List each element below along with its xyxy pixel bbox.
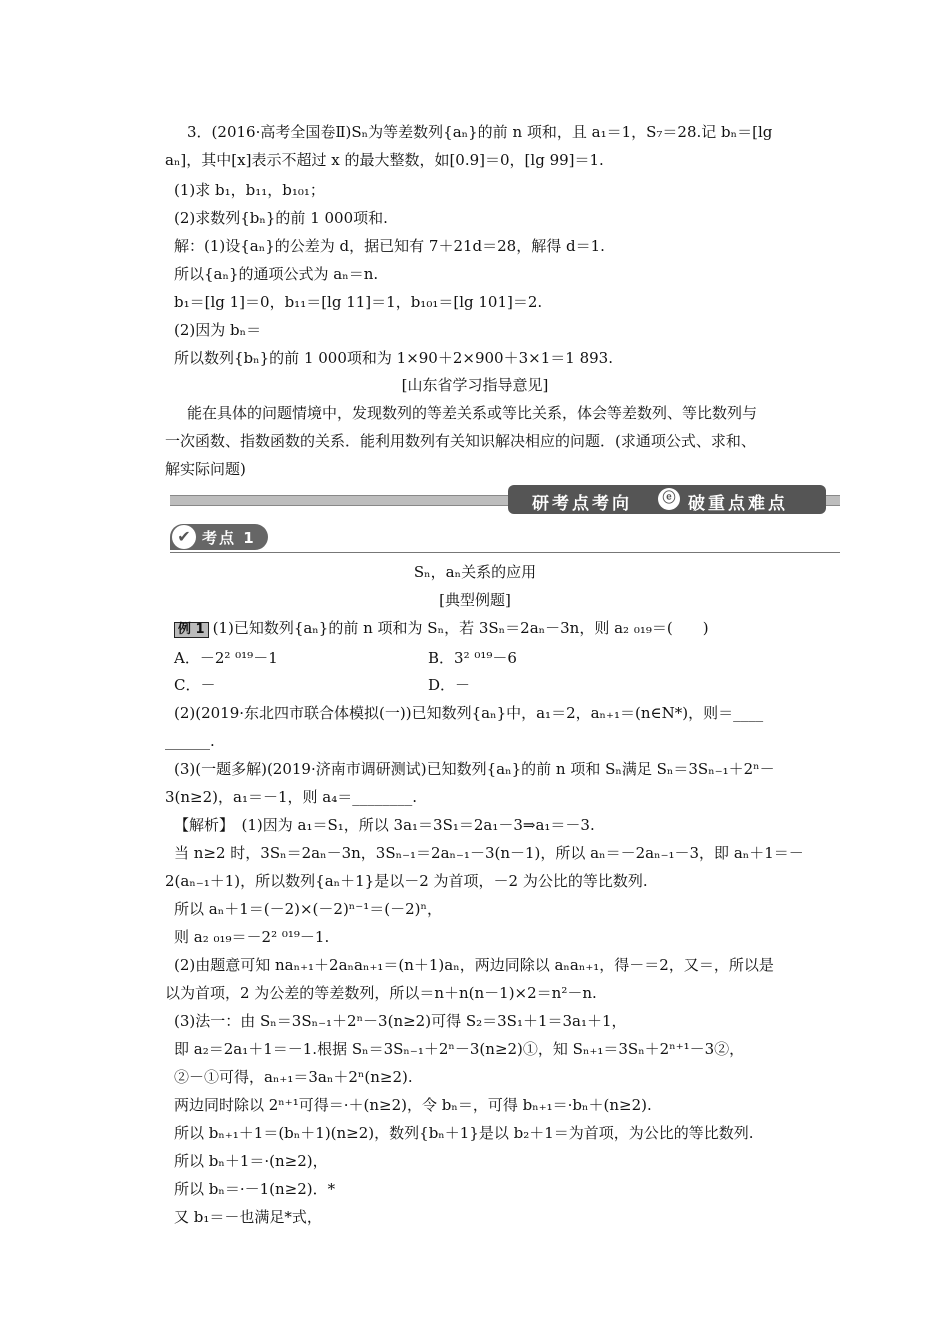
guidance-line: 解实际问题)	[165, 460, 246, 478]
problem-line: (1)求 b₁，b₁₁，b₁₀₁；	[174, 181, 325, 199]
example-heading: [典型例题]	[439, 591, 511, 609]
banner-right-text: 破重点难点	[688, 494, 788, 514]
problem-line: 所以{aₙ}的通项公式为 aₙ＝n.	[174, 265, 379, 283]
kaodian-rule	[170, 552, 840, 553]
solution-line: 所以 bₙ₊₁＋1＝(bₙ＋1)(n≥2)，数列{bₙ＋1}是以 b₂＋1＝为首项，为公比的等比数列.	[174, 1124, 754, 1142]
banner-circle-icon: ⓔ	[658, 488, 680, 510]
topic-title: Sₙ，aₙ关系的应用	[413, 563, 537, 581]
solution-line: 【解析】 (1)因为 a₁＝S₁，所以 3a₁＝3S₁＝2a₁－3⇒a₁＝－3.	[174, 816, 595, 834]
guidance-line: 能在具体的问题情境中，发现数列的等差关系或等比关系，体会等差数列、等比数列与	[187, 404, 758, 422]
example-question-3: (3)(一题多解)(2019·济南市调研测试)已知数列{aₙ}的前 n 项和 Sₙ满足 Sₙ＝3Sₙ₋₁＋2ⁿ－	[174, 760, 775, 778]
example-question-2: (2)(2019·东北四市联合体模拟(一))已知数列{aₙ}中，a₁＝2，aₙ₊₁＝(n∈N*)，则＝____	[174, 704, 764, 722]
example-question-1	[174, 618, 709, 638]
kaodian-tag	[170, 524, 268, 550]
guidance-line: 一次函数、指数函数的关系．能利用数列有关知识解决相应的问题．(求通项公式、求和、	[165, 432, 756, 450]
problem-line: 所以数列{bₙ}的前 1 000项和为 1×90＋2×900＋3×1＝1 893.	[174, 349, 613, 367]
solution-line: (2)由题意可知 naₙ₊₁＋2aₙaₙ₊₁＝(n＋1)aₙ，两边同除以 aₙaₙ₊₁，得－＝2，又＝，所以是	[174, 956, 774, 974]
solution-line: 所以 aₙ＋1＝(－2)×(－2)ⁿ⁻¹＝(－2)ⁿ，	[174, 900, 442, 918]
problem-line: 解：(1)设{aₙ}的公差为 d，据已知有 7＋21d＝28，解得 d＝1.	[174, 237, 605, 255]
banner-pill	[508, 485, 826, 514]
example-question-3-cont: 3(n≥2)，a₁＝－1，则 a₄＝________.	[165, 788, 418, 806]
section-heading: [山东省学习指导意见]	[401, 376, 549, 394]
check-icon: ✔	[172, 525, 196, 549]
kaodian-header	[170, 524, 840, 554]
problem-line: 3．(2016·高考全国卷Ⅱ)Sₙ为等差数列{aₙ}的前 n 项和，且 a₁＝1，S₇＝28.记 bₙ＝[lg	[187, 123, 773, 141]
option-a: A．－2² ⁰¹⁹－1	[174, 649, 278, 667]
solution-line: 以为首项，2 为公差的等差数列，所以＝n＋n(n－1)×2＝n²－n.	[165, 984, 597, 1002]
solution-line: 又 b₁＝－也满足*式，	[174, 1208, 322, 1226]
problem-line: (2)求数列{bₙ}的前 1 000项和.	[174, 209, 388, 227]
example-question-2-cont: ______.	[165, 732, 215, 750]
option-c: C．－	[174, 676, 216, 694]
solution-line: 两边同时除以 2ⁿ⁺¹可得＝·＋(n≥2)，令 bₙ＝，可得 bₙ₊₁＝·bₙ＋(n≥2).	[174, 1096, 652, 1114]
example-q1-text: (1)已知数列{aₙ}的前 n 项和为 Sₙ，若 3Sₙ＝2aₙ－3n，则 a₂ ₀₁₉＝( )	[212, 619, 709, 637]
solution-line: ②－①可得，aₙ₊₁＝3aₙ＋2ⁿ(n≥2).	[174, 1068, 413, 1086]
kaodian-label: 考点 1	[202, 529, 256, 547]
solution-line: 当 n≥2 时，3Sₙ＝2aₙ－3n，3Sₙ₋₁＝2aₙ₋₁－3(n－1)，所以 aₙ＝－2aₙ₋₁－3，即 aₙ＋1＝－	[174, 844, 804, 862]
solution-line: 所以 bₙ＝·－1(n≥2)．*	[174, 1180, 336, 1198]
problem-line: (2)因为 bₙ＝	[174, 321, 262, 339]
problem-line: b₁＝[lg 1]＝0，b₁₁＝[lg 11]＝1，b₁₀₁＝[lg 101]＝2.	[174, 293, 543, 311]
section-banner	[170, 485, 840, 515]
solution-line: 所以 bₙ＋1＝·(n≥2)，	[174, 1152, 328, 1170]
example-tag: 例 1	[174, 622, 209, 638]
solution-line: (3)法一：由 Sₙ＝3Sₙ₋₁＋2ⁿ－3(n≥2)可得 S₂＝3S₁＋1＝3a₁＋1，	[174, 1012, 627, 1030]
solution-line: 则 a₂ ₀₁₉＝－2² ⁰¹⁹－1.	[174, 928, 330, 946]
solution-line: 2(aₙ₋₁＋1)，所以数列{aₙ＋1}是以－2 为首项，－2 为公比的等比数列.	[165, 872, 648, 890]
option-b: B．3² ⁰¹⁹－6	[428, 649, 517, 667]
solution-line: 即 a₂＝2a₁＋1＝－1.根据 Sₙ＝3Sₙ₋₁＋2ⁿ－3(n≥2)①，知 Sₙ₊₁＝3Sₙ＋2ⁿ⁺¹－3②，	[174, 1040, 745, 1058]
option-d: D．－	[428, 676, 471, 694]
problem-line: aₙ]，其中[x]表示不超过 x 的最大整数，如[0.9]＝0，[lg 99]＝1.	[165, 151, 604, 169]
banner-left-text: 研考点考向	[532, 494, 632, 514]
